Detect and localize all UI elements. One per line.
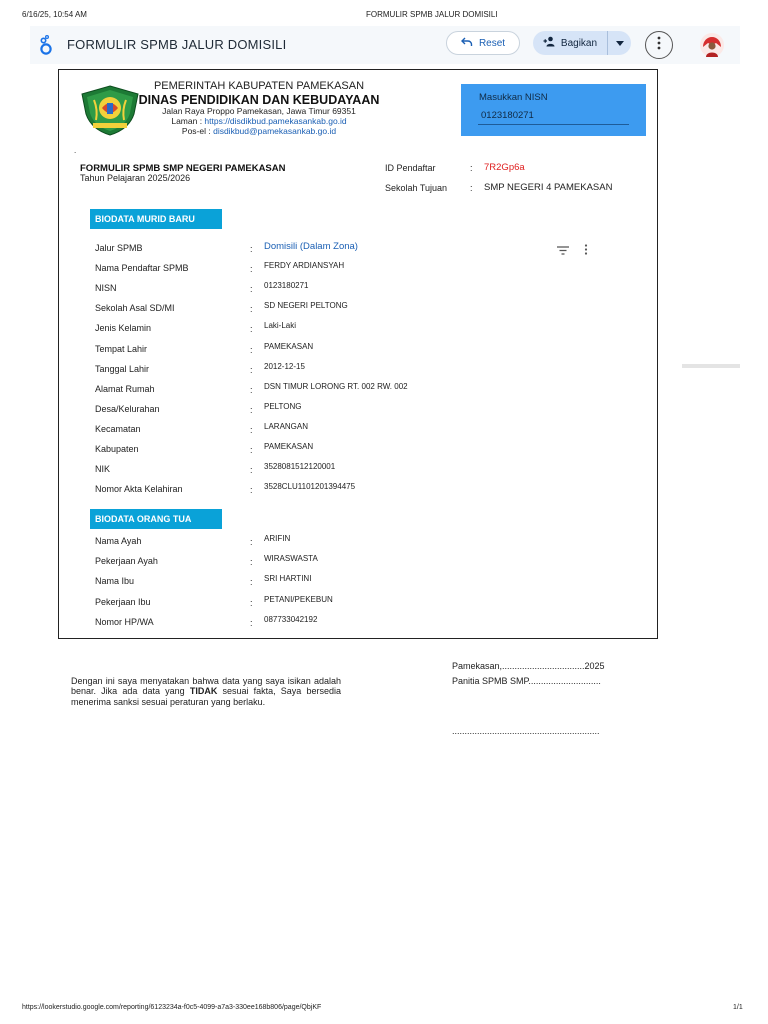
field-value: 3528081512120001	[264, 462, 336, 472]
field-value: SD NEGERI PELTONG	[264, 301, 348, 311]
field-value: WIRASWASTA	[264, 554, 318, 564]
reset-label: Reset	[478, 37, 506, 49]
form-title: FORMULIR SPMB SMP NEGERI PAMEKASAN	[80, 163, 286, 174]
target-school-colon: :	[470, 183, 473, 193]
field-colon: :	[250, 324, 253, 335]
registrant-id-colon: :	[470, 163, 473, 173]
share-label: Bagikan	[560, 37, 598, 49]
web-label: Laman :	[171, 115, 205, 126]
field-colon: :	[250, 304, 253, 315]
field-label: Tanggal Lahir	[95, 363, 150, 374]
field-value: 0123180271	[264, 281, 309, 291]
share-button-group	[533, 31, 631, 55]
letterhead-government: PEMERINTAH KABUPATEN PAMEKASAN	[153, 80, 365, 92]
field-colon: :	[250, 577, 253, 588]
field-colon: :	[250, 617, 253, 628]
field-value: Domisili (Dalam Zona)	[264, 241, 358, 252]
print-doc-title: FORMULIR SPMB JALUR DOMISILI	[366, 10, 498, 19]
field-value: 087733042192	[264, 614, 318, 624]
print-datetime: 6/16/25, 10:54 AM	[22, 10, 87, 19]
statement-text-2: sesuai fakta, Saya bersedia menerima sanksi sesuai peraturan yang berlaku.	[71, 686, 341, 707]
field-colon: :	[250, 244, 253, 254]
more-options-button[interactable]	[645, 31, 673, 59]
statement-emphasis: TIDAK	[189, 686, 218, 697]
signature-line: ...........................................................	[452, 726, 600, 736]
filter-icon[interactable]	[557, 242, 569, 260]
field-label: Tempat Lahir	[95, 343, 148, 354]
field-label: Nomor HP/WA	[95, 616, 154, 627]
field-value: SRI HARTINI	[264, 574, 312, 584]
report-page	[58, 69, 658, 639]
field-value: LARANGAN	[264, 421, 309, 431]
caret-down-icon	[616, 38, 624, 49]
nisn-input-underline	[478, 124, 629, 125]
side-scroll-indicator	[682, 364, 740, 368]
field-label: Kecamatan	[95, 423, 141, 434]
web-link[interactable]: https://disdikbud.pamekasankab.go.id	[204, 115, 347, 126]
field-colon: :	[250, 424, 253, 435]
print-footer-page: 1/1	[733, 1004, 743, 1011]
field-colon: :	[250, 284, 253, 295]
field-label: Nomor Akta Kelahiran	[95, 484, 183, 495]
field-value: 2012-12-15	[264, 361, 305, 371]
statement-text-1: Dengan ini saya menyatakan bahwa data yang saya isikan adalah benar. Jika ada data yang	[71, 676, 341, 697]
add-person-icon	[543, 36, 556, 50]
share-button[interactable]	[533, 36, 607, 50]
chart-menu-icon[interactable]	[584, 242, 588, 260]
undo-icon	[461, 37, 473, 50]
form-academic-year: Tahun Pelajaran 2025/2026	[80, 173, 191, 183]
field-label: Jenis Kelamin	[95, 323, 152, 334]
reset-button[interactable]	[446, 31, 520, 55]
field-label: Desa/Kelurahan	[95, 403, 160, 414]
field-colon: :	[250, 404, 253, 415]
target-school-value: SMP NEGERI 4 PAMEKASAN	[484, 182, 613, 193]
field-label: Nama Ibu	[95, 576, 135, 587]
field-label: Jalur SPMB	[95, 243, 143, 253]
registrant-id-label: ID Pendaftar	[385, 163, 436, 173]
field-value: FERDY ARDIANSYAH	[264, 261, 345, 271]
looker-studio-logo-icon[interactable]	[38, 34, 54, 61]
student-biodata-header: BIODATA MURID BARU	[90, 209, 222, 229]
field-colon: :	[250, 384, 253, 395]
field-colon: :	[250, 557, 253, 568]
field-value: PETANI/PEKEBUN	[264, 594, 333, 604]
field-colon: :	[250, 364, 253, 375]
field-label: Pekerjaan Ibu	[95, 596, 151, 607]
field-colon: :	[250, 465, 253, 476]
field-value: PELTONG	[264, 401, 302, 411]
field-value: 3528CLU1101201394475	[264, 482, 356, 492]
letterhead-address: Jalan Raya Proppo Pamekasan, Jawa Timur 69351	[162, 106, 356, 117]
field-colon: :	[250, 485, 253, 496]
declaration-statement	[71, 676, 341, 707]
field-colon: :	[250, 597, 253, 608]
field-value: PAMEKASAN	[264, 341, 314, 351]
stray-dot: .	[74, 146, 77, 155]
field-value: DSN TIMUR LORONG RT. 002 RW. 002	[264, 381, 408, 391]
field-label: Nama Ayah	[95, 536, 142, 546]
email-label: Pos-el :	[181, 125, 214, 136]
parent-biodata-header: BIODATA ORANG TUA	[90, 509, 222, 529]
print-footer-url: https://lookerstudio.google.com/reporting/6123234a-f0c5-4099-a7a3-330ee168b806/page/QbjKF	[22, 1004, 322, 1011]
field-label: Sekolah Asal SD/MI	[95, 303, 175, 314]
share-dropdown-button[interactable]	[608, 38, 631, 49]
nisn-input-label: Masukkan NISN	[479, 92, 548, 103]
user-avatar[interactable]	[700, 33, 724, 62]
field-label: NIK	[95, 464, 111, 475]
field-value: PAMEKASAN	[264, 442, 314, 451]
more-vert-icon	[657, 36, 661, 55]
field-value: Laki-Laki	[264, 321, 297, 331]
email-link[interactable]: disdikbud@pamekasankab.go.id	[213, 125, 337, 136]
field-label: Pekerjaan Ayah	[95, 556, 158, 567]
registrant-id-value: 7R2Gp6a	[484, 162, 525, 173]
letterhead-agency: DINAS PENDIDIKAN DAN KEBUDAYAAN	[138, 92, 380, 107]
field-label: Nama Pendaftar SPMB	[95, 263, 189, 274]
signature-place-date: Pamekasan,.................................2025	[452, 661, 605, 671]
field-label: Kabupaten	[95, 444, 139, 454]
field-colon: :	[250, 445, 253, 455]
field-value: ARIFIN	[264, 534, 291, 543]
target-school-label: Sekolah Tujuan	[385, 183, 448, 193]
field-colon: :	[250, 264, 253, 275]
nisn-input[interactable]: 0123180271	[481, 110, 534, 121]
field-label: NISN	[95, 283, 117, 294]
letterhead-email-row	[74, 127, 444, 137]
field-colon: :	[250, 537, 253, 547]
report-title[interactable]: FORMULIR SPMB JALUR DOMISILI	[67, 37, 287, 52]
field-colon: :	[250, 344, 253, 355]
letterhead	[74, 80, 444, 136]
signature-committee: Panitia SPMB SMP.............................	[452, 676, 601, 686]
field-label: Alamat Rumah	[95, 383, 155, 394]
